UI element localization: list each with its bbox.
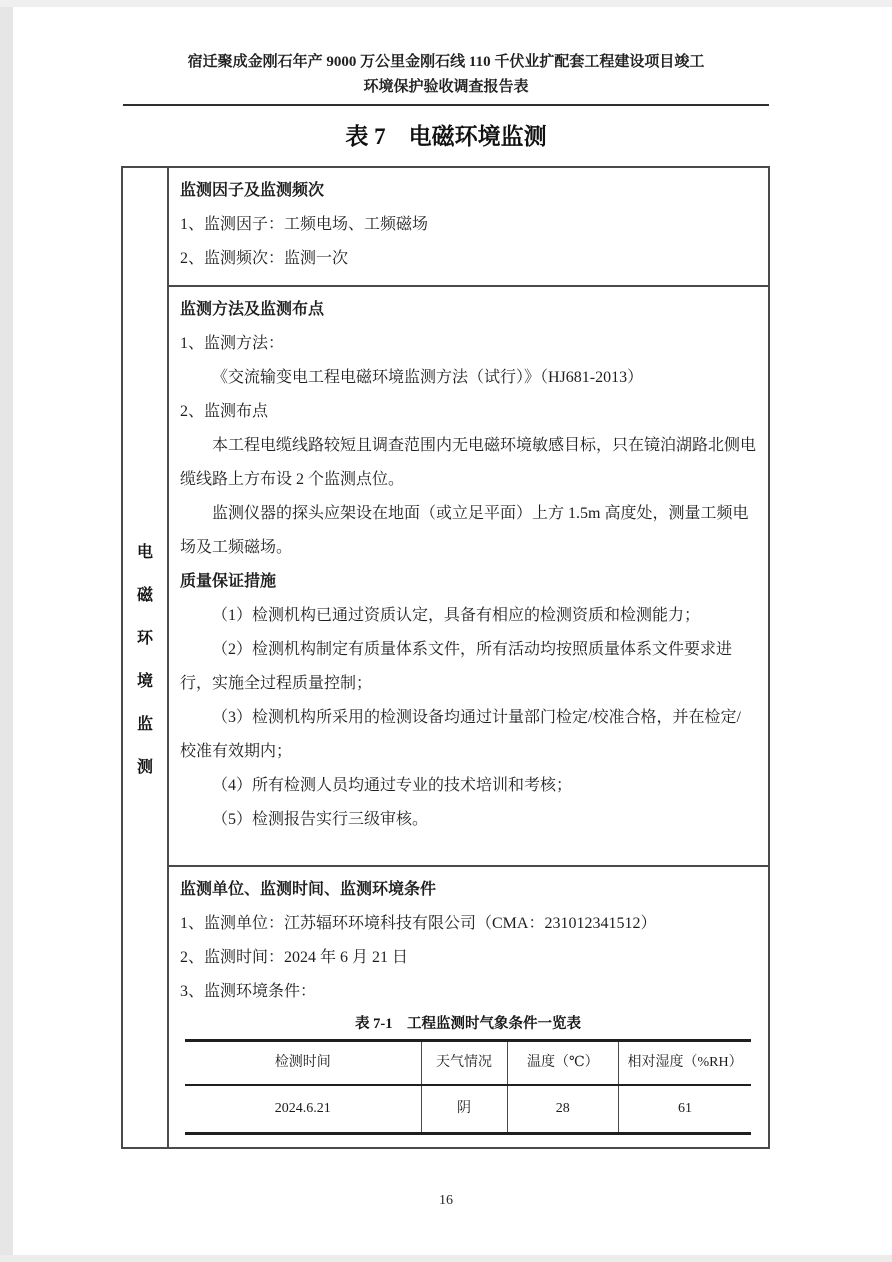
document-header-line2: 环境保护验收调查报告表 xyxy=(363,79,529,95)
section-monitoring-methods xyxy=(169,287,768,867)
methods-item1: 1、监测方法： xyxy=(180,335,285,352)
methods-standard: 《交流输变电工程电磁环境监测方法（试行）》（HJ681-2013） xyxy=(212,369,644,386)
weather-header-humidity: 相对湿度（%RH） xyxy=(619,1041,751,1086)
row-label-char: 环 xyxy=(136,629,153,647)
unit-item2: 2、监测时间：2024 年 6 月 21 日 xyxy=(180,949,409,966)
weather-table-caption: 表 7-1 工程监测时气象条件一览表 xyxy=(355,1016,581,1032)
factors-item1: 1、监测因子：工频电场、工频磁场 xyxy=(180,216,429,233)
scan-edge-left xyxy=(0,0,13,1262)
document-header-line1: 宿迁聚成金刚石年产 9000 万公里金刚石线 110 千伏业扩配套工程建设项目竣工 xyxy=(187,54,705,70)
row-label-char: 测 xyxy=(136,758,153,776)
weather-cell-condition: 阴 xyxy=(421,1085,507,1134)
weather-header-row xyxy=(185,1041,751,1086)
quality-item5: （5）检测报告实行三级审核。 xyxy=(212,811,429,828)
methods-para1: 本工程电缆线路较短且调查范围内无电磁环境敏感目标，只在镜泊湖路北侧电缆线路上方布设 2 个监测点位。 xyxy=(180,437,757,488)
quality-heading: 质量保证措施 xyxy=(180,573,277,590)
section-monitoring-unit xyxy=(169,867,768,1147)
document-header xyxy=(0,0,892,100)
electromagnetic-monitoring-table xyxy=(121,166,770,1149)
weather-conditions-table xyxy=(185,1039,751,1135)
weather-data-row xyxy=(185,1085,751,1134)
methods-item2: 2、监测布点 xyxy=(180,403,269,420)
row-label-char: 境 xyxy=(136,672,153,690)
weather-cell-temperature: 28 xyxy=(507,1085,619,1134)
page-title: 表 7 电磁环境监测 xyxy=(345,124,547,149)
weather-header-time: 检测时间 xyxy=(274,1055,331,1070)
scan-edge-top xyxy=(0,0,892,7)
factors-heading: 监测因子及监测频次 xyxy=(180,182,325,199)
unit-item1: 1、监测单位：江苏辐环环境科技有限公司（CMA：231012341512） xyxy=(180,915,657,932)
weather-cell-humidity: 61 xyxy=(619,1085,751,1134)
quality-item3: （3）检测机构所采用的检测设备均通过计量部门检定/校准合格，并在检定/校准有效期内； xyxy=(180,709,741,760)
factors-item2: 2、监测频次：监测一次 xyxy=(180,250,349,267)
section-monitoring-factors xyxy=(169,168,768,287)
weather-header-condition: 天气情况 xyxy=(421,1041,507,1086)
weather-cell-time: 2024.6.21 xyxy=(274,1101,331,1116)
unit-heading: 监测单位、监测时间、监测环境条件 xyxy=(180,881,437,898)
methods-heading: 监测方法及监测布点 xyxy=(180,301,325,318)
page-number: 16 xyxy=(439,1193,453,1208)
header-rule xyxy=(123,104,769,106)
row-label-char: 电 xyxy=(136,543,153,561)
unit-item3: 3、监测环境条件： xyxy=(180,983,317,1000)
quality-item4: （4）所有检测人员均通过专业的技术培训和考核； xyxy=(212,777,573,794)
quality-item1: （1）检测机构已通过资质认定，具备有相应的检测资质和检测能力； xyxy=(212,607,701,624)
weather-header-temperature: 温度（℃） xyxy=(507,1041,619,1086)
row-label-char: 监 xyxy=(136,715,153,733)
methods-para2: 监测仪器的探头应架设在地面（或立足平面）上方 1.5m 高度处，测量工频电场及工频磁场。 xyxy=(180,505,749,556)
row-label-char: 磁 xyxy=(136,586,153,604)
table-content-column xyxy=(169,168,768,1147)
scan-edge-bottom xyxy=(0,1255,892,1262)
quality-item2: （2）检测机构制定有质量体系文件，所有活动均按照质量体系文件要求进行，实施全过程质量控制； xyxy=(180,641,733,692)
row-label-electromagnetic-monitoring xyxy=(123,168,169,1147)
